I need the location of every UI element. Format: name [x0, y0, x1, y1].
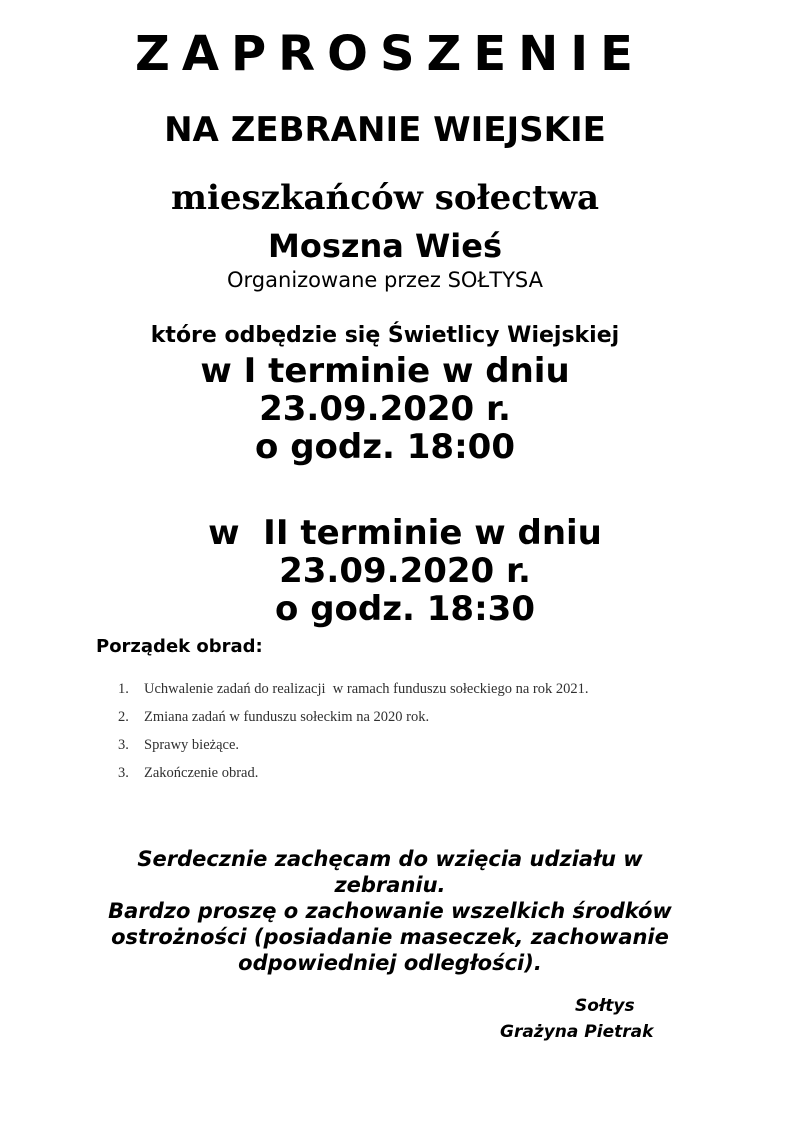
document-subtitle: NA ZEBRANIE WIEJSKIE [164, 110, 606, 150]
second-term-time: o godz. 18:30 [275, 589, 535, 629]
organizer-line: Organizowane przez SOŁTYSA [227, 268, 543, 292]
agenda-item-text: Zmiana zadań w funduszu sołeckim na 2020 rok. [144, 709, 430, 725]
closing-line: Bardzo proszę o zachowanie wszelkich środków [108, 899, 672, 923]
second-term-label: w II terminie w dniu [208, 513, 602, 553]
first-term-label: w I terminie w dniu [200, 351, 570, 391]
signature-role: Sołtys [575, 996, 635, 1016]
first-term-time: o godz. 18:00 [255, 427, 515, 467]
document-title: ZAPROSZENIE [135, 26, 645, 82]
signature-block [500, 993, 680, 1045]
closing-line: ostrożności (posiadanie maseczek, zachowanie [111, 925, 669, 949]
closing-line: Serdecznie zachęcam do wzięcia udziału w [137, 847, 643, 871]
agenda-heading: Porządek obrad: [96, 636, 263, 657]
first-term-date: 23.09.2020 r. [259, 389, 511, 429]
agenda-item [118, 765, 589, 793]
residents-line: mieszkańców sołectwa [170, 178, 599, 218]
closing-message [0, 846, 790, 976]
venue-line: które odbędzie się Świetlicy Wiejskiej [150, 323, 620, 348]
second-term-date: 23.09.2020 r. [279, 551, 531, 591]
agenda-item [118, 709, 589, 737]
agenda-item-text: Sprawy bieżące. [144, 737, 240, 753]
agenda-list [118, 681, 589, 793]
second-term-block [5, 514, 800, 628]
agenda-item-number: 3. [118, 737, 129, 753]
agenda-item-number: 3. [118, 765, 129, 781]
agenda-item-number: 1. [118, 681, 129, 697]
signature-name: Grażyna Pietrak [500, 1022, 654, 1042]
closing-line: odpowiedniej odległości). [238, 951, 542, 975]
agenda-item-text: Zakończenie obrad. [144, 765, 259, 781]
first-term-block [0, 352, 785, 466]
agenda-item [118, 681, 589, 709]
closing-line: zebraniu. [334, 873, 446, 897]
agenda-item-number: 2. [118, 709, 129, 725]
village-name: Moszna Wieś [267, 227, 503, 265]
agenda-item-text: Uchwalenie zadań do realizacji w ramach funduszu sołeckiego na rok 2021. [144, 681, 589, 697]
agenda-item [118, 737, 589, 765]
